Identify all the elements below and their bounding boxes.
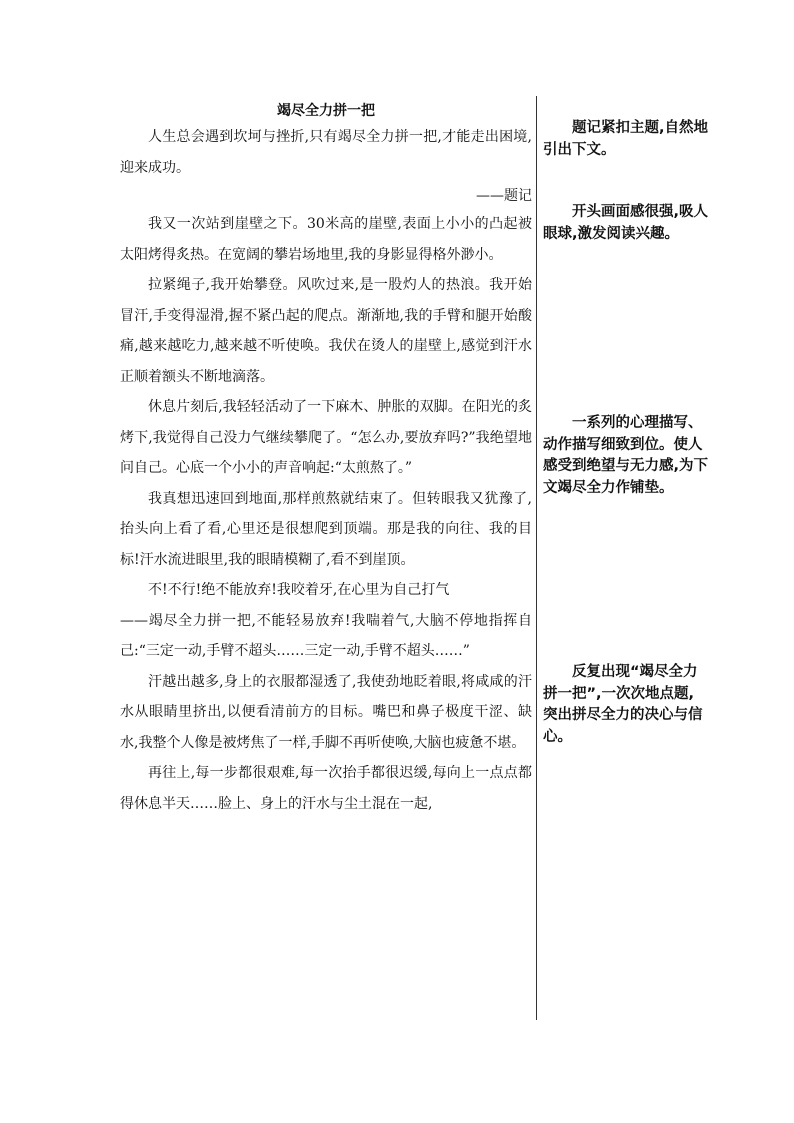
- essay-paragraph-7: 汗越出越多,身上的衣服都湿透了,我使劲地眨着眼,将咸咸的汗水从眼睛里挤出,以便看清前方的目标。嘴巴和鼻子极度干涩、缺水,我整个人像是被烤焦了一样,手脚不再听使唤,大脑也疲惫不堪。: [120, 673, 532, 751]
- essay-paragraph-1: 我又一次站到崖壁之下。30米高的崖壁,表面上小小的凸起被太阳烤得炙热。在宽阔的攀岩场地里,我的身影显得格外渺小。: [120, 216, 532, 263]
- annotation-4: 反复出现“竭尽全力拼一把”,一次次地点题,突出拼尽全力的决心与信心。: [543, 664, 703, 745]
- essay-paragraph-3: 休息片刻后,我轻轻活动了一下麻木、肿胀的双脚。在阳光的炙烤下,我觉得自己没力气继续攀爬了。“怎么办,要放弃吗?”我绝望地问自己。心底一个小小的声音响起:“太煎熬了。”: [120, 399, 532, 476]
- annotation-2: 开头画面感很强,吸人眼球,激发阅读兴趣。: [543, 204, 709, 242]
- essay-paragraph-2: 拉紧绳子,我开始攀登。风吹过来,是一股灼人的热浪。我开始冒汗,手变得湿滑,握不紧凸起的爬点。渐渐地,我的手臂和腿开始酸痛,越来越吃力,越来越不听使唤。我伏在烫人的崖壁上,感觉到汗水正顺着额头不断地滴落。: [120, 277, 532, 385]
- essay-column: [120, 100, 532, 819]
- essay-paragraph-5: 不!不行!绝不能放弃!我咬着牙,在心里为自己打气: [148, 582, 450, 598]
- essay-paragraph-8: 再往上,每一步都很艰难,每一次抬手都很迟缓,每向上一点点都得休息半天……脸上、身上的汗水与尘土混在一起,: [120, 765, 532, 812]
- annotation-1: 题记紧扣主题,自然地引出下文。: [543, 120, 709, 158]
- essay-paragraph-4: 我真想迅速回到地面,那样煎熬就结束了。但转眼我又犹豫了,抬头向上看了看,心里还是很想爬到顶端。那是我的向往、我的目标!汗水流进眼里,我的眼睛模糊了,看不到崖顶。: [120, 490, 532, 568]
- epigraph: 人生总会遇到坎坷与挫折,只有竭尽全力拼一把,才能走出困境,迎来成功。: [120, 129, 532, 176]
- essay-paragraph-6: ——竭尽全力拼一把,不能轻易放弃!我喘着气,大脑不停地指挥自己:“三定一动,手臂不超头……三定一动,手臂不超头……”: [120, 612, 532, 659]
- annotation-3: 一系列的心理描写、动作描写细致到位。使人感受到绝望与无力感,为下文竭尽全力作铺垫。: [543, 415, 709, 496]
- column-divider: [536, 96, 537, 1020]
- epigraph-attribution: ——题记: [476, 188, 532, 204]
- essay-title: 竭尽全力拼一把: [277, 103, 375, 119]
